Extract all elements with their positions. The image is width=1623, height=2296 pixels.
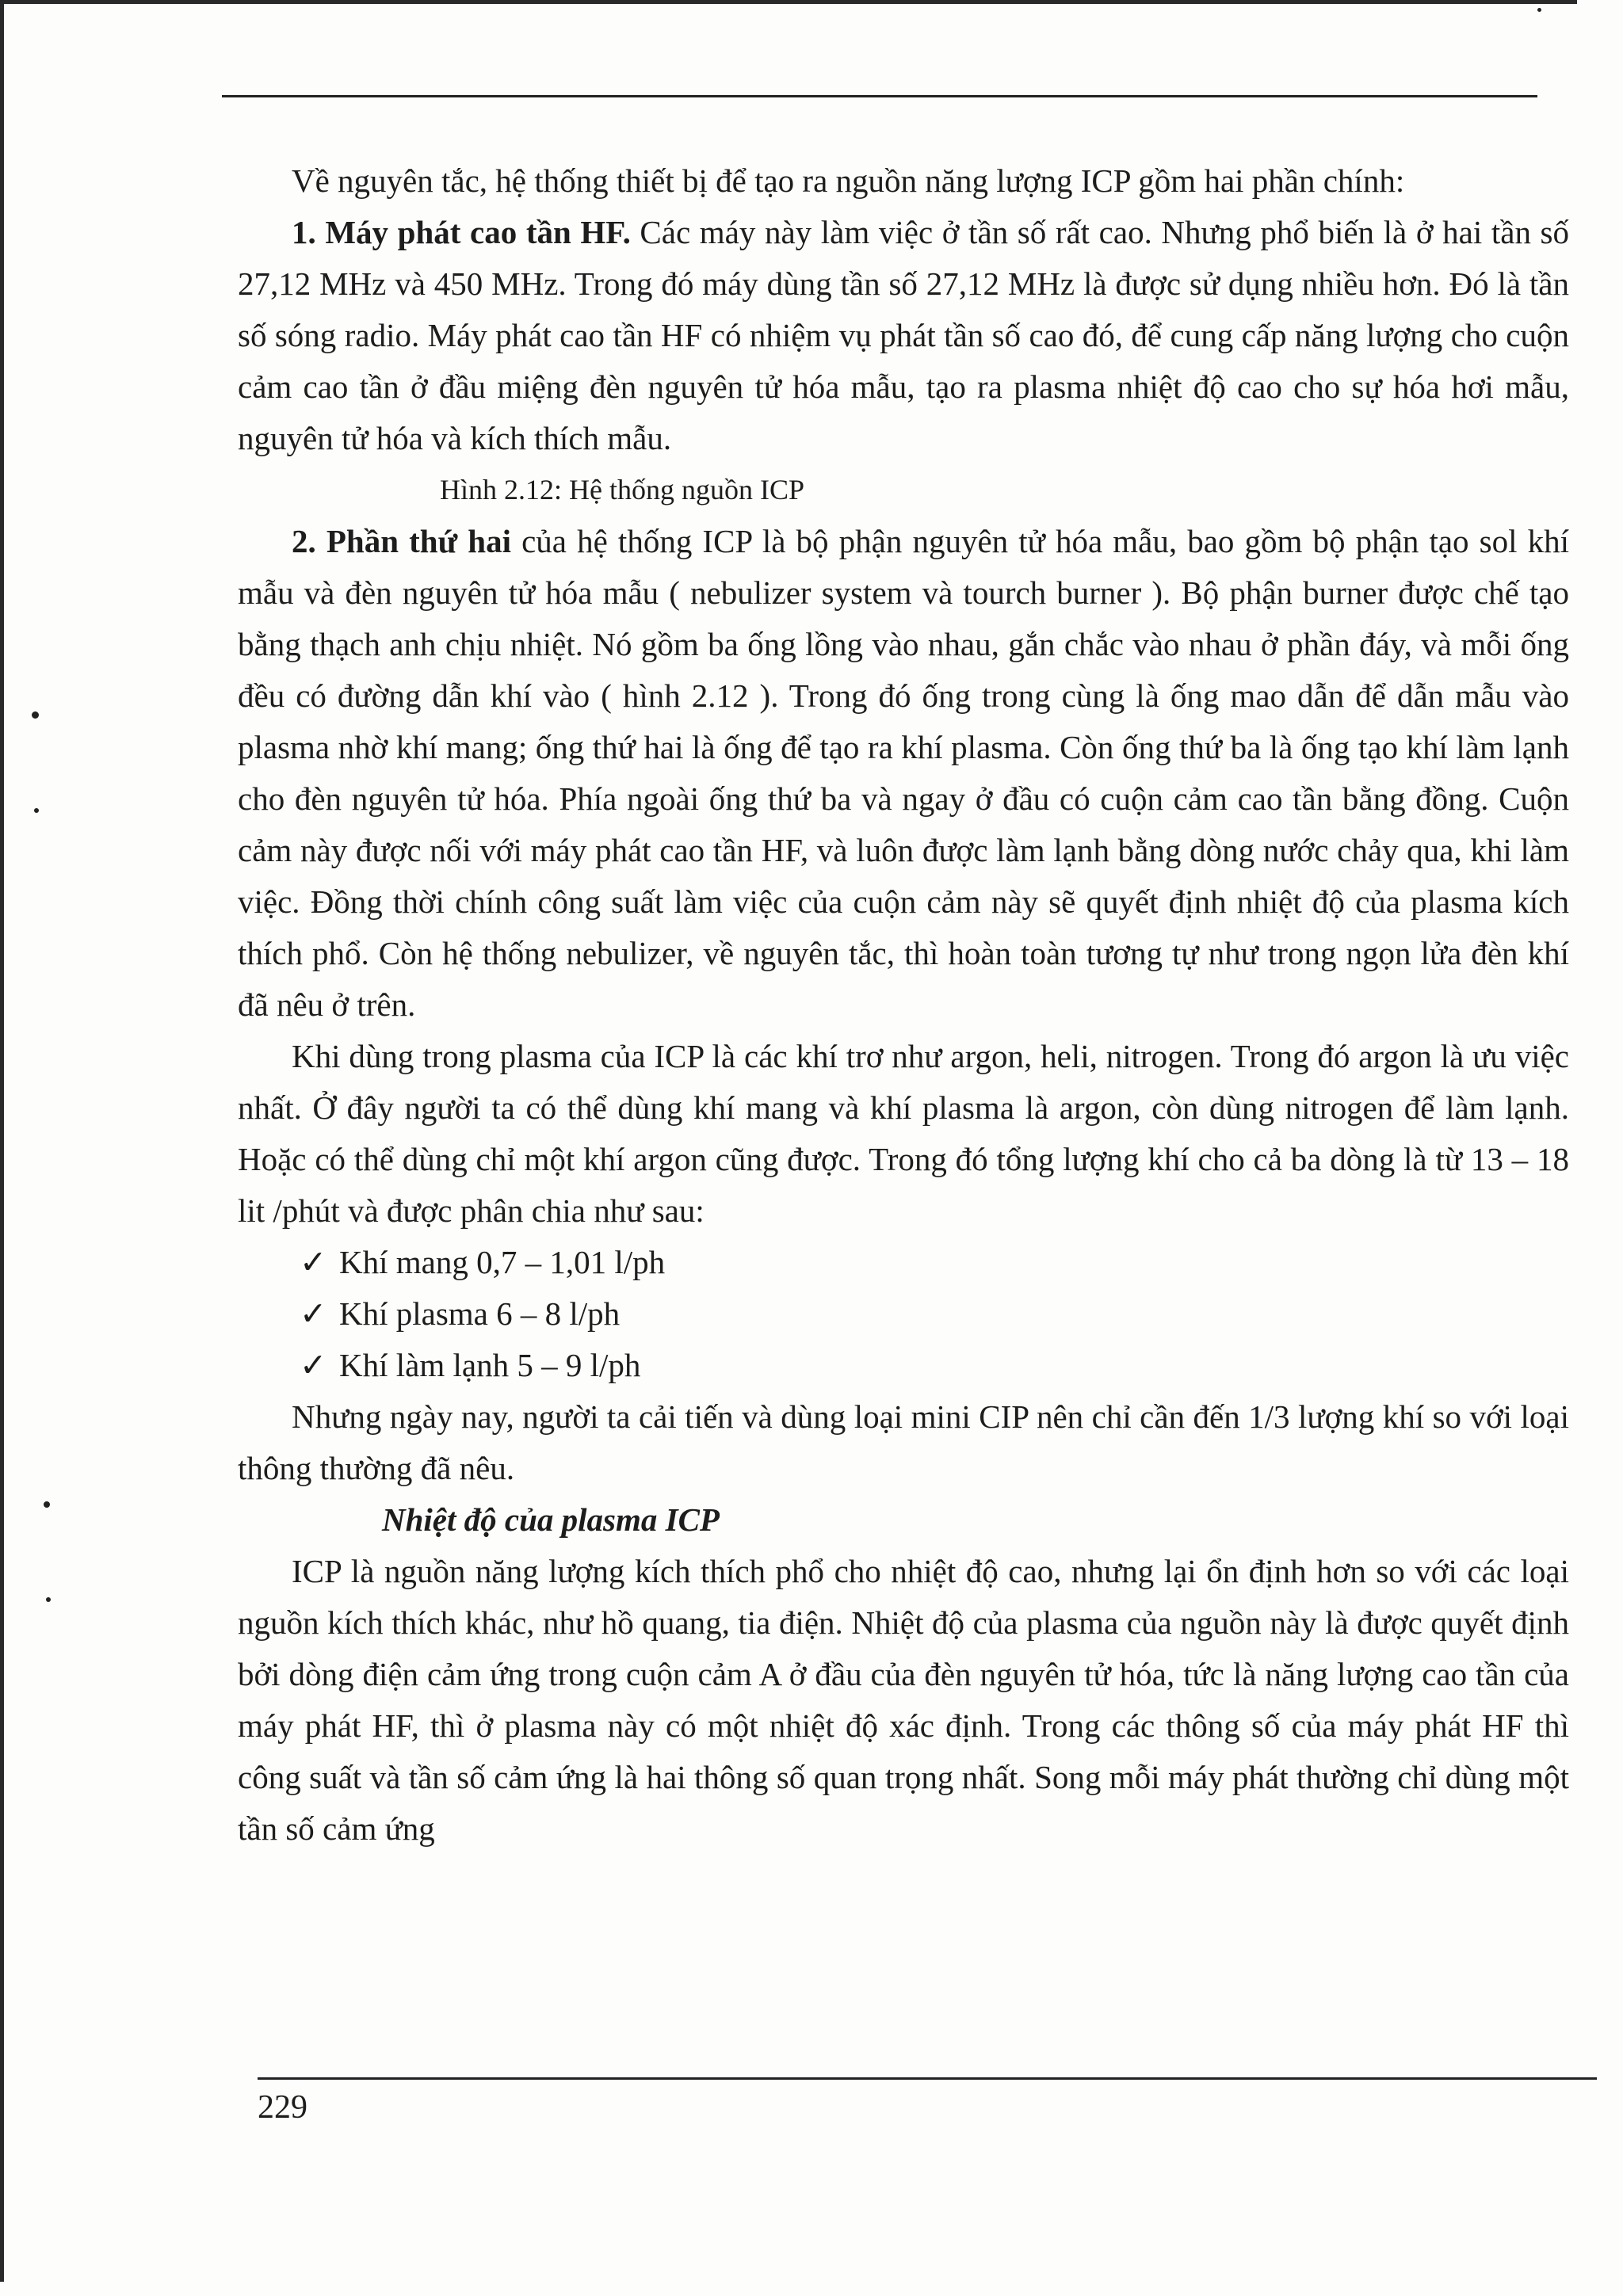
- section-heading: Nhiệt độ của plasma ICP: [382, 1501, 720, 1538]
- checklist-item-text: Khí làm lạnh 5 – 9 l/ph: [339, 1347, 641, 1383]
- checklist-item-text: Khí plasma 6 – 8 l/ph: [339, 1295, 621, 1332]
- scan-speck: [32, 711, 39, 719]
- page-number: 229: [258, 2089, 307, 2126]
- checkmark-icon: ✓: [300, 1347, 327, 1383]
- checklist-item: [238, 1237, 1569, 1288]
- header-rule: [222, 95, 1537, 97]
- intro-paragraph: Về nguyên tắc, hệ thống thiết bị để tạo ra nguồn năng lượng ICP gồm hai phần chính:: [292, 162, 1405, 199]
- item-1-text: Các máy này làm việc ở tần số rất cao. Nhưng phổ biến là ở hai tần số 27,12 MHz và 450 MHz. Trong đó máy dùng tần số 27,12 MHz là được sử dụng nhiều hơn. Đó là tần số sóng radio. Máy phát cao tần HF có nhiệm vụ phát tần số cao đó, để cung cấp năng lượng cho cuộn cảm cao tần ở đầu miệng đèn nguyên tử hóa mẫu, tạo ra plasma nhiệt độ cao cho sự hóa hơi mẫu, nguyên tử hóa và kích thích mẫu.: [238, 214, 1570, 456]
- checklist-item-text: Khí mang 0,7 – 1,01 l/ph: [339, 1244, 666, 1280]
- checklist-item: [238, 1340, 1569, 1391]
- scan-speck: [44, 1501, 50, 1508]
- footer-rule: [258, 2077, 1597, 2080]
- mini-cip-paragraph: Nhưng ngày nay, người ta cải tiến và dùng loại mini CIP nên chỉ cần đến 1/3 lượng khí so với loại thông thường đã nêu.: [238, 1398, 1569, 1486]
- checkmark-icon: ✓: [300, 1295, 327, 1332]
- scan-border-left: [0, 0, 4, 2282]
- scan-speck: [1537, 8, 1541, 12]
- item-2-text: của hệ thống ICP là bộ phận nguyên tử hóa mẫu, bao gồm bộ phận tạo sol khí mẫu và đèn nguyên tử hóa mẫu ( nebulizer system và tourch burner ). Bộ phận burner được chế tạo bằng thạch anh chịu nhiệt. Nó gồm ba ống lồng vào nhau, gắn chắc vào nhau ở phần đáy, và mỗi ống đều có đường dẫn khí vào ( hình 2.12 ). Trong đó ống trong cùng là ống mao dẫn để dẫn mẫu vào plasma nhờ khí mang; ống thứ hai là ống để tạo ra khí plasma. Còn ống thứ ba là ống tạo khí làm lạnh cho đèn nguyên tử hóa. Phía ngoài ống thứ ba và ngay ở đầu có cuộn cảm cao tần bằng đồng. Cuộn cảm này được nối với máy phát cao tần HF, và luôn được làm lạnh bằng dòng nước chảy qua, khi làm việc. Đồng thời chính công suất làm việc của cuộn cảm này sẽ quyết định nhiệt độ của plasma kích thích phổ. Còn hệ thống nebulizer, về nguyên tắc, thì hoàn toàn tương tự như trong ngọn lửa đèn khí đã nêu ở trên.: [238, 523, 1570, 1023]
- page-body: [238, 155, 1569, 1855]
- scan-border-top: [0, 0, 1577, 4]
- item-1-heading: 1. Máy phát cao tần HF.: [292, 214, 631, 250]
- scan-speck: [34, 808, 39, 813]
- checklist-item: [238, 1288, 1569, 1340]
- gases-paragraph: Khi dùng trong plasma của ICP là các khí trơ như argon, heli, nitrogen. Trong đó argon là ưu việc nhất. Ở đây người ta có thể dùng khí mang và khí plasma là argon, còn dùng nitrogen để làm lạnh. Hoặc có thể dùng chỉ một khí argon cũng được. Trong đó tổng lượng khí cho cả ba dòng là từ 13 – 18 lit /phút và được phân chia như sau:: [238, 1038, 1569, 1229]
- item-1-paragraph: [238, 207, 1569, 464]
- temperature-paragraph: ICP là nguồn năng lượng kích thích phổ cho nhiệt độ cao, nhưng lại ổn định hơn so với các loại nguồn kích thích khác, như hồ quang, tia điện. Nhiệt độ của plasma của nguồn này là được quyết định bởi dòng điện cảm ứng trong cuộn cảm A ở đầu của đèn nguyên tử hóa, tức là năng lượng cao tần của máy phát HF, thì ở plasma này có một nhiệt độ xác định. Trong các thông số của máy phát HF thì công suất và tần số cảm ứng là hai thông số quan trọng nhất. Song mỗi máy phát thường chỉ dùng một tần số cảm ứng: [238, 1553, 1569, 1847]
- item-2-heading: 2. Phần thứ hai: [292, 523, 511, 559]
- checkmark-icon: ✓: [300, 1244, 327, 1280]
- item-2-paragraph: [238, 516, 1569, 1031]
- scan-speck: [46, 1597, 51, 1602]
- figure-caption: Hình 2.12: Hệ thống nguồn ICP: [440, 474, 805, 505]
